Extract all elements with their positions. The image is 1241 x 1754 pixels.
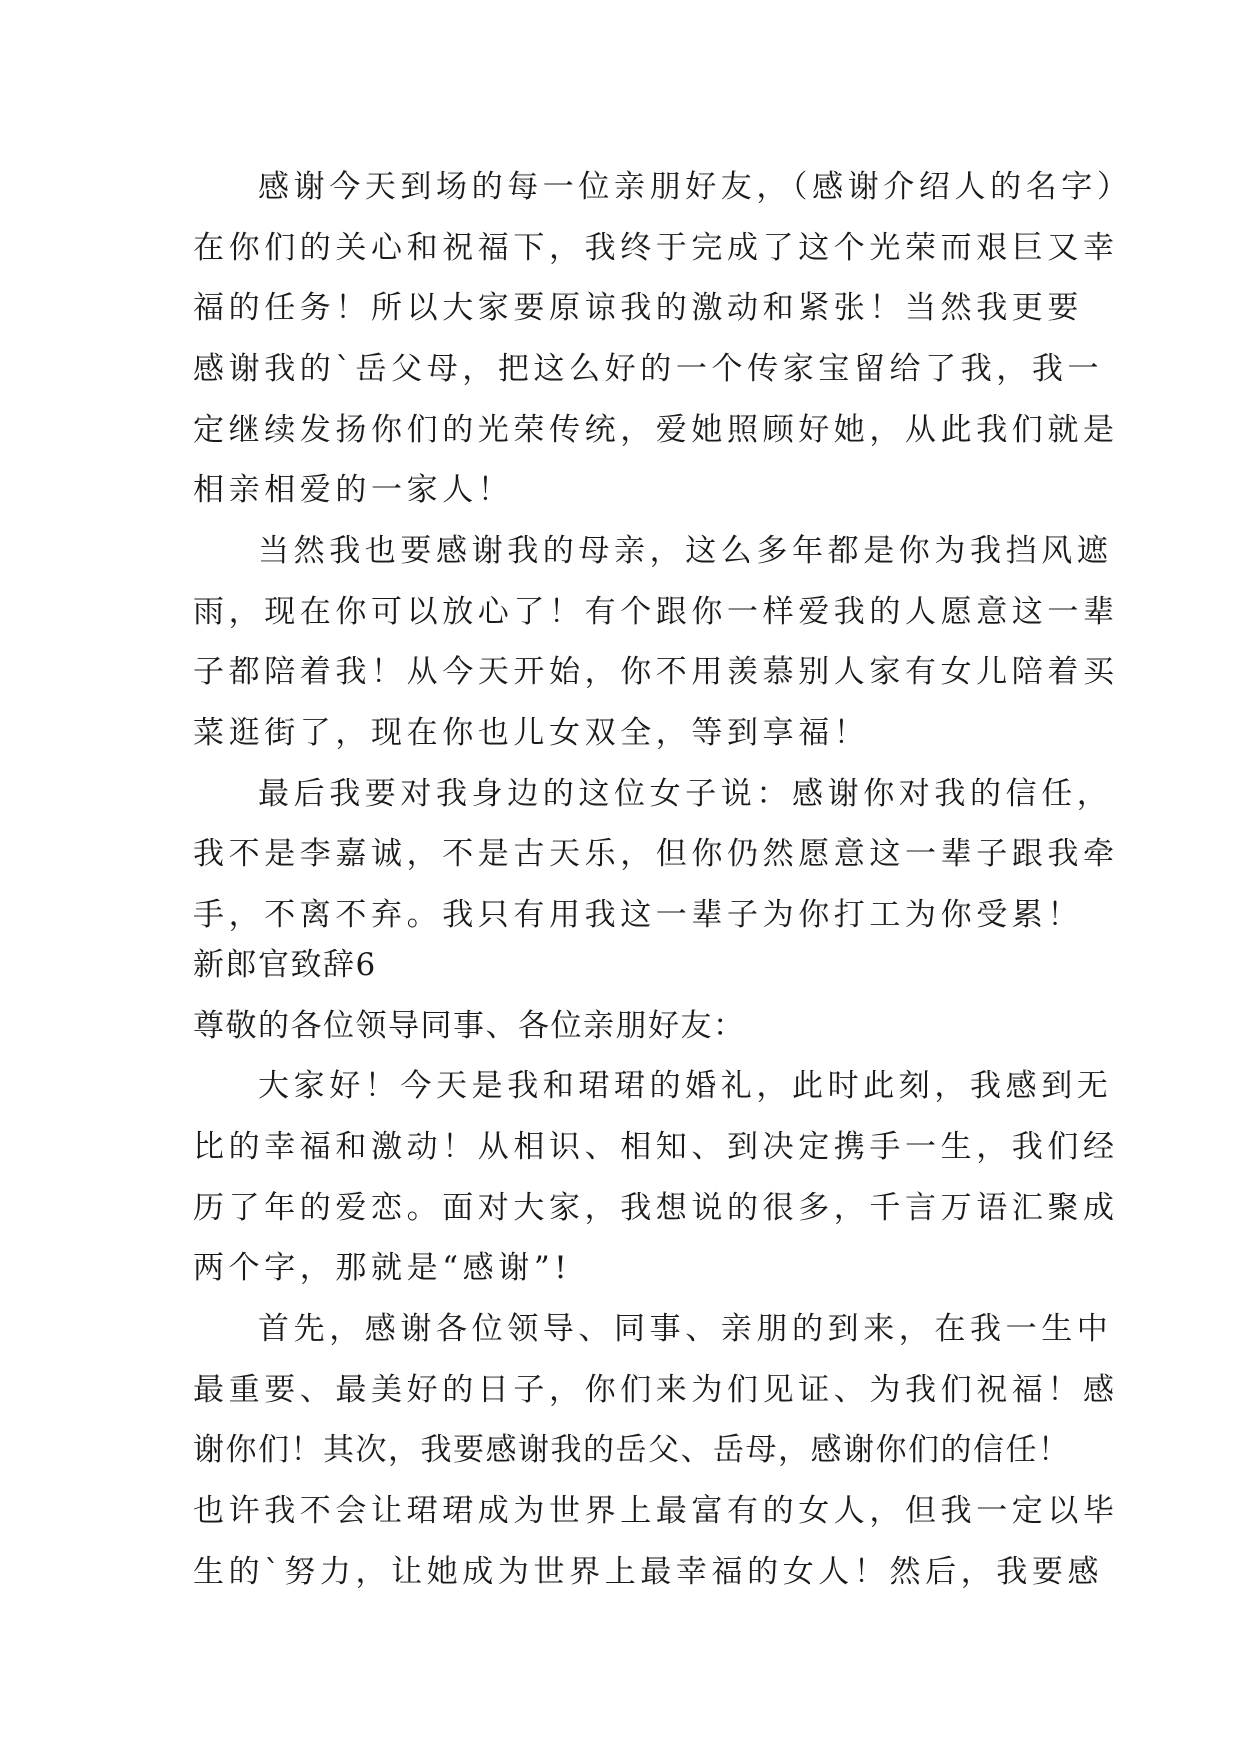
- text-line: 也许我不会让珺珺成为世界上最富有的女人，但我一定以毕: [193, 1493, 1119, 1529]
- text-line: 两个字，那就是“感谢”!: [193, 1250, 572, 1286]
- text-line: 最后我要对我身边的这位女子说：感谢你对我的信任，: [258, 776, 1113, 812]
- section-heading: 新郎官致辞6: [193, 947, 377, 983]
- text-line: 福的任务！所以大家要原谅我的激动和紧张！当然我更要: [193, 290, 1083, 326]
- text-line: 在你们的关心和祝福下，我终于完成了这个光荣而艰巨又幸: [193, 230, 1119, 266]
- text-line: 我不是李嘉诚，不是古天乐，但你仍然愿意这一辈子跟我牵: [193, 836, 1119, 872]
- text-line: 感谢今天到场的每一位亲朋好友，（感谢介绍人的名字）: [258, 169, 1133, 205]
- text-line: 菜逛街了，现在你也儿女双全，等到享福！: [193, 715, 870, 751]
- text-line: 雨，现在你可以放心了！有个跟你一样爱我的人愿意这一辈: [193, 594, 1119, 630]
- text-line: 手，不离不弃。我只有用我这一辈子为你打工为你受累！: [193, 897, 1083, 933]
- text-line: 感谢我的`岳父母，把这么好的一个传家宝留给了我，我一: [193, 351, 1104, 387]
- text-line: 大家好！今天是我和珺珺的婚礼，此时此刻，我感到无: [258, 1068, 1113, 1104]
- text-line: 子都陪着我！从今天开始，你不用羡慕别人家有女儿陪着买: [193, 654, 1119, 690]
- text-line: 最重要、最美好的日子，你们来为们见证、为我们祝福！感: [193, 1372, 1119, 1408]
- text-line: 谢你们！其次，我要感谢我的岳父、岳母，感谢你们的信任！: [193, 1432, 1071, 1468]
- text-line: 首先，感谢各位领导、同事、亲朋的到来，在我一生中: [258, 1311, 1113, 1347]
- text-line: 生的`努力，让她成为世界上最幸福的女人！然后，我要感: [193, 1554, 1104, 1590]
- text-line: 历了年的爱恋。面对大家，我想说的很多，千言万语汇聚成: [193, 1190, 1119, 1226]
- text-line: 相亲相爱的一家人！: [193, 472, 514, 508]
- text-line: 比的幸福和激动！从相识、相知、到决定携手一生，我们经: [193, 1129, 1119, 1165]
- salutation: 尊敬的各位领导同事、各位亲朋好友：: [193, 1008, 746, 1044]
- text-line: 定继续发扬你们的光荣传统，爱她照顾好她，从此我们就是: [193, 412, 1119, 448]
- text-line: 当然我也要感谢我的母亲，这么多年都是你为我挡风遮: [258, 533, 1113, 569]
